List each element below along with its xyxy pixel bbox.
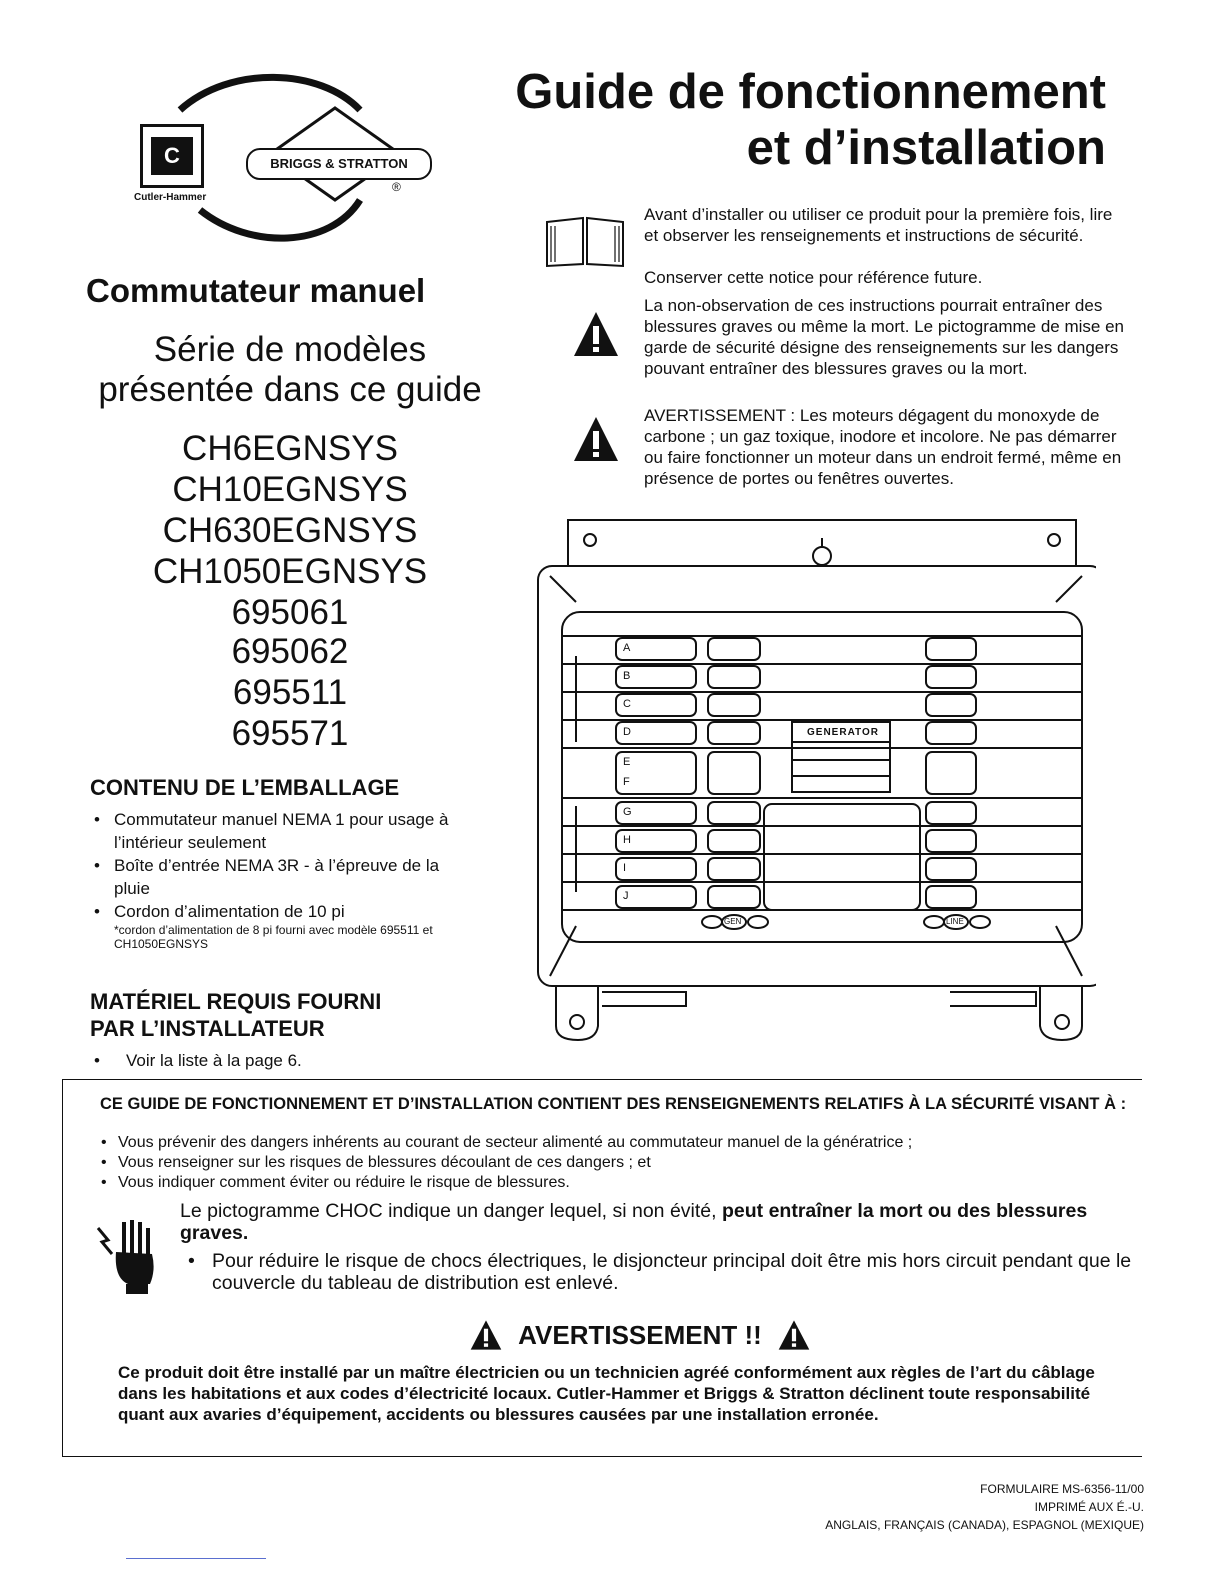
gen-knob-label: GEN	[724, 917, 742, 926]
languages: ANGLAIS, FRANÇAIS (CANADA), ESPAGNOL (MEXIQUE)	[825, 1518, 1144, 1532]
list-item: • Cordon d’alimentation de 10 pi	[92, 900, 452, 923]
list-item: • Vous indiquer comment éviter ou réduire le risque de blessures.	[100, 1173, 1140, 1193]
shock-text-bold: peut entraîner la mort ou des blessures graves.	[180, 1200, 1088, 1244]
list-item: • Vous renseigner sur les risques de blessures découlant de ces dangers ; et	[100, 1153, 1140, 1173]
registered-mark: ®	[392, 180, 401, 194]
co-warning-notice: AVERTISSEMENT : Les moteurs dégagent du monoxyde de carbone ; un gaz toxique, inodore et incolore. Ne pas démarrer ou faire fonctionner un moteur dans un endroit fermé, même en présence de portes ou fenêtres ouvertes.	[644, 406, 1122, 488]
page-title	[466, 64, 1106, 176]
keep-notice: Conserver cette notice pour référence future.	[644, 268, 983, 287]
model-number: 695571	[231, 714, 349, 753]
warning-icon	[572, 310, 620, 358]
list-item: • Voir la liste à la page 6.	[92, 1049, 452, 1072]
shock-instruction: • Pour réduire le risque de chocs électriques, le disjoncteur principal doit être mis hors circuit pendant que le couvercle du tableau de distribution est enlevé.	[186, 1250, 1140, 1294]
switch-panel-illustration	[536, 516, 1096, 1046]
model-number: CH1050EGNSYS	[152, 552, 428, 591]
model-number: 695061	[231, 593, 349, 632]
cutler-hammer-mark: C	[151, 137, 193, 175]
warning-icon	[572, 415, 620, 463]
cutler-hammer-logo	[140, 124, 204, 188]
circuit-label: A	[623, 642, 631, 654]
circuit-label: J	[623, 890, 629, 902]
book-icon	[543, 214, 627, 270]
shock-pictogram-text	[180, 1200, 1140, 1244]
model-number: CH630EGNSYS	[162, 511, 418, 550]
read-notice: Avant d’installer ou utiliser ce produit pour la première fois, lire et observer les renseignements et instructions de sécurité.	[644, 205, 1113, 245]
circuit-label: E	[623, 756, 631, 768]
materials-heading	[90, 988, 381, 1042]
materials-list	[92, 1049, 452, 1072]
series-line-2: présentée dans ce guide	[98, 370, 482, 409]
circuit-label: F	[623, 776, 630, 788]
shock-text: Le pictogramme CHOC indique un danger lequel, si non évité,	[180, 1200, 717, 1222]
safety-list	[100, 1133, 1140, 1193]
safety-heading: CE GUIDE DE FONCTIONNEMENT ET D’INSTALLATION CONTIENT DES RENSEIGNEMENTS RELATIFS À LA SÉCURITÉ VISANT À :	[100, 1095, 1127, 1113]
printed-in: IMPRIMÉ AUX É.-U.	[1034, 1500, 1144, 1514]
contents-heading: CONTENU DE L’EMBALLAGE	[90, 775, 400, 800]
form-number: FORMULAIRE MS-6356-11/00	[980, 1482, 1144, 1496]
cord-note: *cordon d’alimentation de 8 pi fourni avec modèle 695511 et CH1050EGNSYS	[114, 923, 433, 951]
list-item: • Commutateur manuel NEMA 1 pour usage à l’intérieur seulement	[92, 808, 452, 854]
list-item: • Vous prévenir des dangers inhérents au courant de secteur alimenté au commutateur manuel de la génératrice ;	[100, 1133, 1140, 1153]
warning-icon	[777, 1319, 811, 1351]
danger-notice: La non-observation de ces instructions pourrait entraîner des blessures graves ou même la mort. Le pictogramme de mise en garde de sécurité désigne des renseignements sur les dangers pouvant entraîner des blessures graves ou la mort.	[644, 296, 1124, 378]
warning-title	[440, 1313, 840, 1355]
model-number: 695511	[232, 673, 348, 712]
materials-heading-line-2: PAR L’INSTALLATEUR	[90, 1016, 325, 1041]
cutler-hammer-name: Cutler-Hammer	[134, 192, 207, 203]
warning-title-text: AVERTISSEMENT !!	[518, 1320, 762, 1351]
circuit-label: C	[623, 698, 631, 710]
circuit-label: G	[623, 806, 632, 818]
series-line-1: Série de modèles	[153, 330, 427, 369]
warning-body: Ce produit doit être installé par un maître électricien ou un technicien agréé conformément aux règles de l’art du câblage dans les habitations et aux codes d’électricité locaux. Cutler-Hammer et Briggs & Stratton déclinent toute responsabilité quant aux avaries d’équipement, accidents ou blessures causées par une installation erronée.	[118, 1363, 1095, 1424]
warning-icon	[469, 1319, 503, 1351]
circuit-label: D	[623, 726, 631, 738]
model-number: 695062	[231, 632, 349, 671]
title-line-1: Guide de fonctionnement	[515, 65, 1106, 119]
circuit-label: H	[623, 834, 631, 846]
contents-list	[92, 808, 452, 951]
divider	[126, 1558, 266, 1559]
line-knob-label: LINE	[946, 917, 964, 926]
series-heading	[60, 330, 520, 410]
electric-shock-icon	[94, 1218, 160, 1296]
circuit-label: I	[623, 862, 627, 874]
model-number: CH6EGNSYS	[182, 429, 398, 468]
circuit-label: B	[623, 670, 631, 682]
title-line-2: et d’installation	[746, 121, 1106, 175]
briggs-stratton-logo: BRIGGS & STRATTON	[246, 148, 432, 180]
materials-heading-line-1: MATÉRIEL REQUIS FOURNI	[90, 989, 382, 1014]
brand-logos	[130, 70, 450, 245]
product-subtitle: Commutateur manuel	[86, 272, 426, 309]
model-number: CH10EGNSYS	[172, 470, 408, 509]
generator-label: GENERATOR	[807, 727, 879, 738]
list-item: • Boîte d’entrée NEMA 3R - à l’épreuve de la pluie	[92, 854, 452, 900]
